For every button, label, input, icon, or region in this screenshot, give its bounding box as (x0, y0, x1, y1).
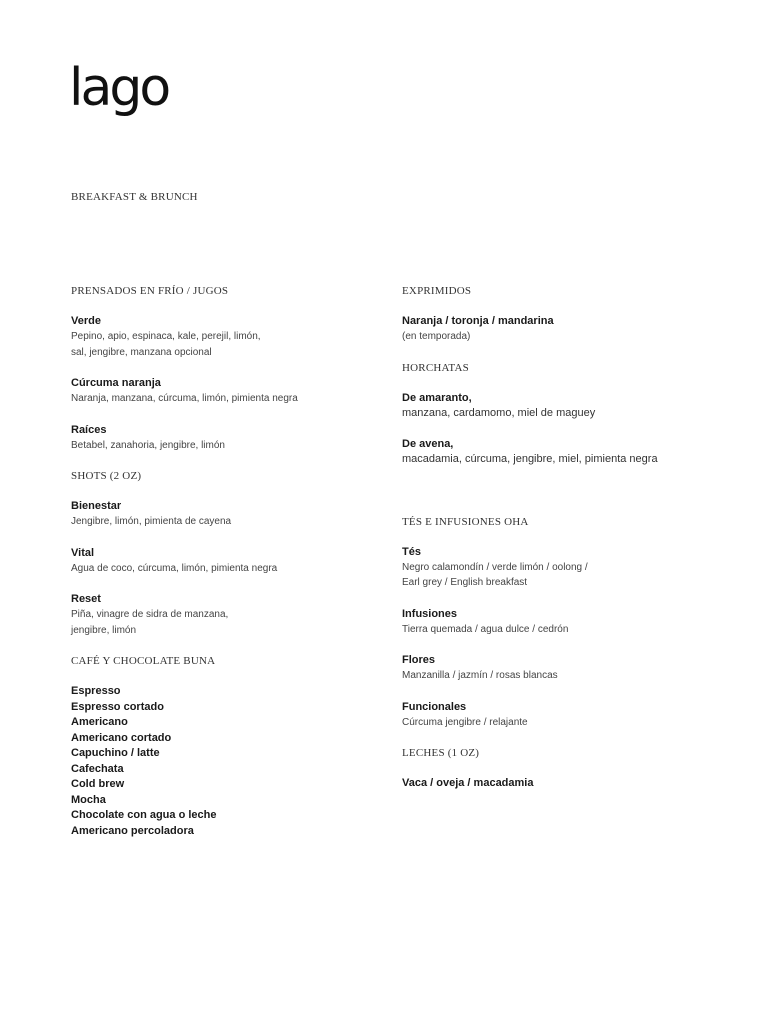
item-name: Tés (402, 545, 421, 558)
item-name: Vital (71, 546, 95, 559)
item-desc: Jengibre, limón, pimienta de cayena (71, 516, 232, 527)
item-desc: Negro calamondín / verde limón / oolong / Earl grey / English breakfast (402, 561, 588, 588)
item-name: Reset (71, 593, 101, 605)
list-item: Capuchino / latte (71, 747, 160, 759)
item-name: Flores (402, 654, 436, 666)
section-title: CAFÉ Y CHOCOLATE BUNA (71, 655, 216, 667)
brand-logo: lago (69, 58, 169, 118)
section-exprimidos (402, 284, 722, 345)
list-item: Mocha (71, 793, 106, 806)
menu-item (402, 776, 722, 791)
item-desc: Agua de coco, cúrcuma, limón, pimienta negra (71, 562, 278, 574)
item-desc: Pepino, apio, espinaca, kale, perejil, limón, sal, jengibre, manzana opcional (71, 331, 261, 358)
menu-item (71, 592, 391, 638)
item-name: Verde (71, 315, 101, 327)
menu-item (402, 700, 722, 731)
section-title: TÉS E INFUSIONES OHA (402, 515, 529, 528)
item-name: De amaranto, (402, 391, 472, 404)
item-desc: Piña, vinagre de sidra de manzana, jengibre, limón (71, 609, 229, 636)
section-horchatas (402, 361, 722, 468)
section-shots (71, 469, 391, 638)
section-title: PRENSADOS EN FRÍO / JUGOS (71, 285, 229, 297)
menu-item (402, 545, 722, 591)
spacer (402, 499, 722, 515)
list-item: Cold brew (71, 778, 125, 790)
item-desc: Manzanilla / jazmín / rosas blancas (402, 670, 558, 681)
spacer (402, 468, 722, 499)
spacer (402, 345, 722, 361)
list-item: Espresso cortado (71, 700, 164, 713)
item-desc: manzana, cardamomo, miel de maguey (402, 406, 596, 419)
spacer (71, 453, 391, 469)
item-name: Bienestar (71, 500, 122, 512)
spacer (402, 730, 722, 746)
item-desc: Tierra quemada / agua dulce / cedrón (402, 623, 569, 635)
menu-subtitle: BREAKFAST & BRUNCH (71, 191, 198, 203)
menu-item (402, 607, 722, 638)
item-name: Vaca / oveja / macadamia (402, 777, 534, 789)
item-name: Infusiones (402, 607, 458, 620)
left-column (71, 284, 391, 839)
menu-item (402, 314, 722, 345)
item-name: Raíces (71, 423, 107, 436)
section-title: SHOTS (2 OZ) (71, 470, 142, 482)
item-name: Naranja / toronja / mandarina (402, 315, 554, 327)
item-name: Funcionales (402, 700, 467, 713)
list-item: Americano cortado (71, 731, 172, 744)
menu-item (71, 423, 391, 454)
menu-item (71, 376, 391, 407)
coffee-list (71, 684, 391, 839)
list-item: Cafechata (71, 762, 124, 775)
list-item: Chocolate con agua o leche (71, 809, 217, 821)
menu-item (402, 653, 722, 684)
list-item: Americano percoladora (71, 824, 194, 837)
section-tes (402, 515, 722, 731)
section-title: LECHES (1 OZ) (402, 747, 480, 759)
section-cafe (71, 654, 391, 839)
section-prensados (71, 284, 391, 453)
item-desc: Cúrcuma jengibre / relajante (402, 716, 528, 728)
item-desc: (en temporada) (402, 331, 471, 342)
menu-item (71, 499, 391, 530)
list-item: Americano (71, 716, 128, 728)
item-name: Cúrcuma naranja (71, 377, 161, 389)
menu-item (402, 437, 722, 468)
item-desc: macadamia, cúrcuma, jengibre, miel, pimienta negra (402, 453, 658, 465)
menu-item (71, 546, 391, 577)
section-title: HORCHATAS (402, 361, 469, 374)
menu-item (402, 391, 722, 422)
right-column (402, 284, 722, 791)
list-item: Espresso (71, 685, 121, 697)
section-title: EXPRIMIDOS (402, 285, 472, 297)
item-name: De avena, (402, 438, 454, 450)
item-desc: Betabel, zanahoria, jengibre, limón (71, 439, 225, 451)
item-desc: Naranja, manzana, cúrcuma, limón, pimienta negra (71, 393, 298, 404)
spacer (71, 638, 391, 654)
section-leches (402, 746, 722, 791)
menu-item (71, 314, 391, 360)
